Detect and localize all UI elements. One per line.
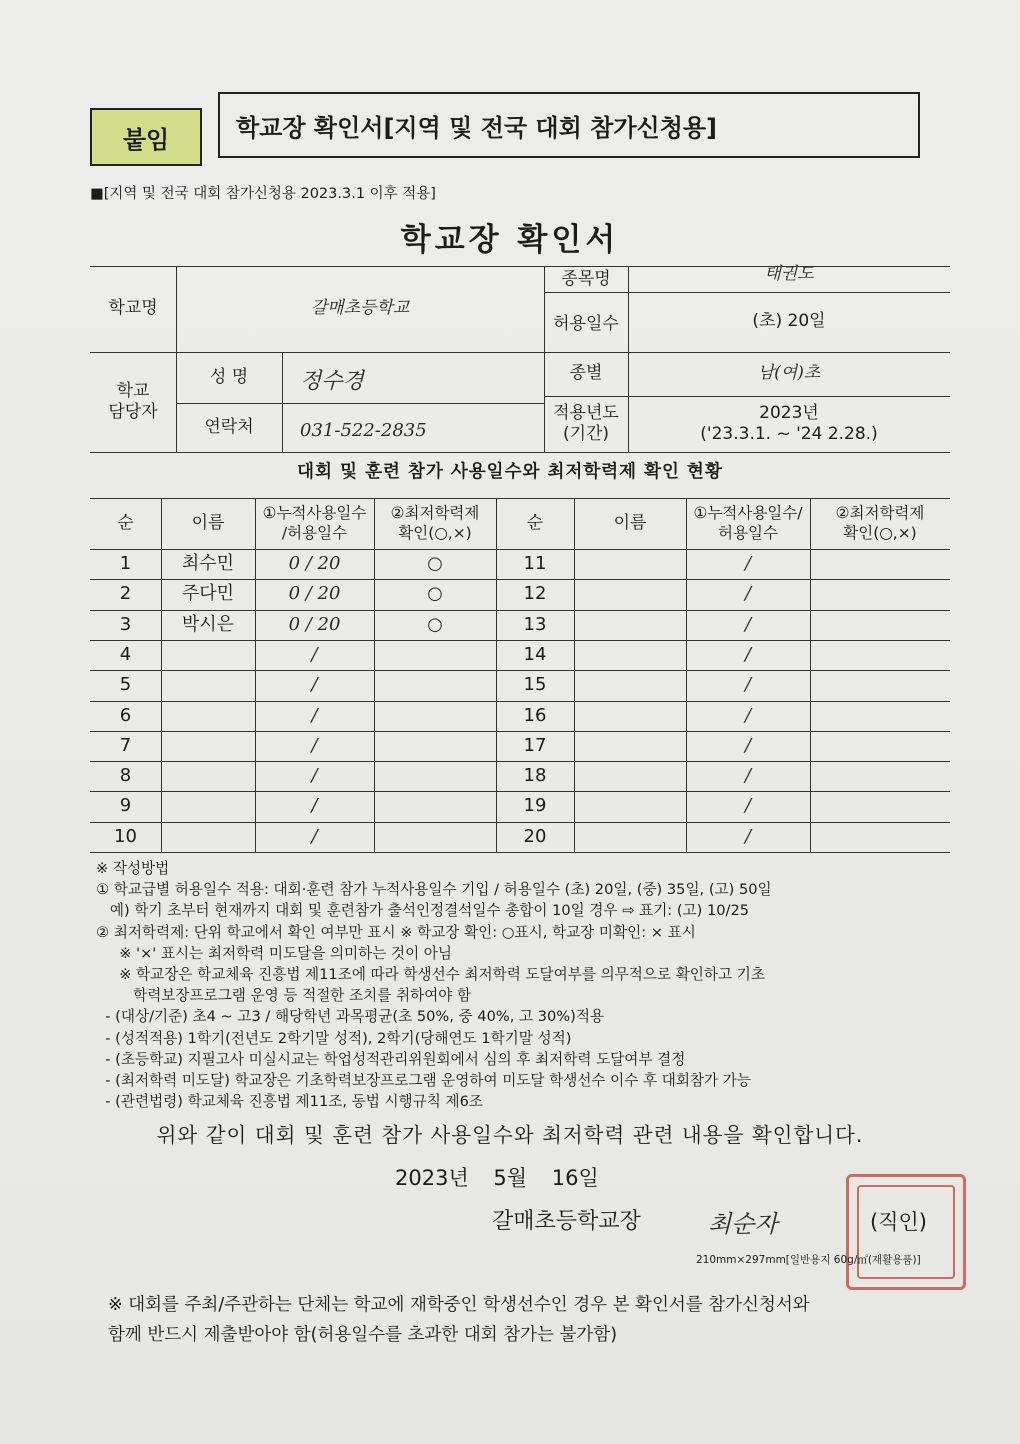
staff-contact-label: 연락처 (204, 416, 254, 437)
right-row-days: / (744, 643, 752, 665)
instruction-line: ※ 작성방법 (96, 860, 170, 877)
header-days-right: ①누적사용일수/ 허용일수 (693, 504, 803, 542)
left-row-no: 6 (119, 704, 132, 726)
staff-contact-value: 031-522-2835 (300, 419, 427, 441)
seal-label: (직인) (870, 1210, 927, 1234)
right-row-check (810, 549, 950, 579)
right-row-no: 15 (523, 673, 547, 695)
left-row-check (374, 822, 496, 852)
right-row-days: / (744, 794, 752, 816)
right-row-name (574, 761, 686, 791)
paper-spec: 210mm×297mm[일반용지 60g/㎡(재활용품)] (696, 1254, 921, 1266)
left-row-name (161, 791, 255, 821)
left-row-name: 주다민 (181, 582, 235, 604)
issue-date: 2023년 5월 16일 (395, 1166, 599, 1190)
right-row-days: / (744, 764, 752, 786)
right-row-no: 19 (523, 794, 547, 816)
right-row-name (574, 822, 686, 852)
left-row-no: 3 (119, 613, 132, 635)
right-row-no: 14 (523, 643, 547, 665)
left-row-check (374, 640, 496, 670)
staff-name-value: 정수경 (300, 368, 364, 394)
left-row-name (161, 731, 255, 761)
left-row-name (161, 670, 255, 700)
left-row-check: ○ (427, 552, 443, 574)
instruction-line: 예) 학기 초부터 현재까지 대회 및 훈련참가 출석인정결석일수 총합이 10일 경우 ⇨ 표기: (고) 10/25 (96, 902, 750, 920)
right-row-days: / (744, 613, 752, 635)
right-row-no: 11 (523, 552, 547, 574)
instruction-line: - (관련법령) 학교체육 진흥법 제11조, 동법 시행규칙 제6조 (96, 1093, 483, 1111)
attachment-tag: 붙임 (90, 108, 202, 166)
header-name-right: 이름 (613, 512, 647, 533)
header-days: ①누적사용일수 /허용일수 (262, 504, 367, 542)
left-row-name (161, 822, 255, 852)
left-row-days: 0 / 20 (288, 613, 341, 635)
year-label: 적용년도 (기간) (553, 402, 619, 444)
instruction-line: - (초등학교) 지필고사 미실시교는 학업성적관리위원회에서 심의 후 최저학력 도달여부 결정 (96, 1050, 686, 1068)
left-row-days: / (311, 764, 318, 786)
right-row-days: / (744, 582, 752, 604)
left-row-check: ○ (427, 613, 443, 635)
left-row-check (374, 701, 496, 731)
left-row-days: / (311, 704, 318, 726)
instruction-line: - (대상/기준) 초4 ~ 고3 / 해당학년 과목평균(초 50%, 중 40%, 고 30%)적용 (96, 1008, 605, 1026)
year-value: 2023년 ('23.3.1. ~ '24 2.28.) (700, 402, 878, 444)
right-row-days: / (744, 673, 752, 695)
left-row-check (374, 791, 496, 821)
left-row-check (374, 670, 496, 700)
left-row-name (161, 761, 255, 791)
right-row-name (574, 549, 686, 579)
right-row-days: / (744, 552, 752, 574)
school-value: 갈매초등학교 (310, 298, 410, 319)
section-title: 대회 및 훈련 참가 사용일수와 최저학력제 확인 현황 (297, 462, 723, 482)
right-row-days: / (744, 704, 752, 726)
writing-instructions (96, 858, 976, 1112)
right-row-check (810, 791, 950, 821)
instruction-line: ※ '×' 표시는 최저학력 미도달을 의미하는 것이 아님 (96, 944, 453, 962)
right-row-name (574, 701, 686, 731)
principal-title: 갈매초등학교장 (492, 1209, 641, 1234)
left-row-check (374, 761, 496, 791)
instruction-line: ① 학교급별 허용일수 적용: 대회·훈련 참가 누적사용일수 기입 / 허용일수 (초) 20일, (중) 35일, (고) 50일 (96, 881, 772, 899)
right-row-no: 18 (523, 764, 547, 786)
instruction-line: - (최저학력 미도달) 학교장은 기초학력보장프로그램 운영하여 미도달 학생선수 이수 후 대회참가 가능 (96, 1072, 751, 1090)
header-name: 이름 (191, 512, 225, 533)
right-row-no: 16 (523, 704, 547, 726)
left-row-check: ○ (427, 582, 443, 604)
left-row-name: 박시은 (181, 613, 235, 635)
allowed-days-value: (초) 20일 (752, 311, 826, 332)
gender-value: 남(여)초 (757, 363, 821, 384)
staff-label: 학교 담당자 (108, 380, 158, 422)
instruction-line: ※ 학교장은 학교체육 진흥법 제11조에 따라 학생선수 최저학력 도달여부를 의무적으로 확인하고 기초 (96, 966, 765, 984)
right-row-no: 13 (523, 613, 547, 635)
right-row-name (574, 731, 686, 761)
header-no-right: 순 (526, 512, 544, 533)
left-row-days: 0 / 20 (288, 552, 341, 574)
gender-label: 종별 (569, 363, 603, 384)
allowed-days-label: 허용일수 (553, 314, 619, 335)
left-row-no: 8 (119, 764, 132, 786)
right-row-name (574, 640, 686, 670)
staff-name-label: 성 명 (209, 366, 249, 387)
sport-label: 종목명 (561, 269, 611, 290)
submission-note: ※ 대회를 주최/주관하는 단체는 학교에 재학중인 학생선수인 경우 본 확인서를 참가신청서와 함께 반드시 제출받아야 함(허용일수를 초과한 대회 참가는 불가함) (108, 1295, 810, 1345)
header-check-right: ②최저학력제 확인(○,×) (835, 504, 925, 542)
left-row-days: / (311, 673, 318, 695)
principal-signature: 최순자 (708, 1210, 778, 1238)
right-row-name (574, 791, 686, 821)
right-row-check (810, 610, 950, 640)
instruction-line: 학력보장프로그램 운영 등 적절한 조치를 취하여야 함 (96, 987, 472, 1005)
right-row-no: 20 (523, 825, 547, 847)
right-row-check (810, 670, 950, 700)
left-row-days: 0 / 20 (288, 582, 341, 604)
apply-note: ■[지역 및 전국 대회 참가신청용 2023.3.1 이후 적용] (90, 186, 436, 202)
right-row-days: / (744, 825, 752, 847)
right-row-no: 17 (523, 734, 547, 756)
right-row-name (574, 670, 686, 700)
left-row-name (161, 640, 255, 670)
left-row-no: 7 (119, 734, 132, 756)
document-title: 학교장 확인서 (400, 222, 620, 258)
right-row-check (810, 731, 950, 761)
left-row-days: / (311, 643, 318, 665)
left-row-no: 5 (119, 673, 132, 695)
left-row-no: 4 (119, 643, 132, 665)
right-row-check (810, 822, 950, 852)
right-row-days: / (744, 734, 752, 756)
left-row-no: 2 (119, 582, 132, 604)
left-row-days: / (311, 794, 318, 816)
right-row-check (810, 640, 950, 670)
header-title: 학교장 확인서[지역 및 전국 대회 참가신청용] (218, 92, 920, 158)
right-row-no: 12 (523, 582, 547, 604)
header-check: ②최저학력제 확인(○,×) (390, 504, 480, 542)
right-row-check (810, 761, 950, 791)
header-no: 순 (117, 512, 134, 533)
instruction-line: ② 최저학력제: 단위 학교에서 확인 여부만 표시 ※ 학교장 확인: ○표시, 학교장 미확인: × 표시 (96, 923, 696, 941)
school-label: 학교명 (108, 298, 158, 319)
left-row-name: 최수민 (181, 552, 235, 574)
left-row-name (161, 701, 255, 731)
right-row-name (574, 579, 686, 609)
right-row-check (810, 701, 950, 731)
right-row-check (810, 579, 950, 609)
left-row-days: / (311, 734, 318, 756)
left-row-no: 9 (119, 794, 132, 816)
left-row-days: / (311, 825, 318, 847)
confirm-statement: 위와 같이 대회 및 훈련 참가 사용일수와 최저학력 관련 내용을 확인합니다. (156, 1123, 864, 1147)
right-row-name (574, 610, 686, 640)
left-row-no: 10 (114, 825, 137, 847)
instruction-line: - (성적적용) 1학기(전년도 2학기말 성적), 2학기(당해연도 1학기말 성적) (96, 1029, 572, 1047)
left-row-no: 1 (119, 552, 132, 574)
left-row-check (374, 731, 496, 761)
sport-value: 태권도 (764, 264, 814, 285)
